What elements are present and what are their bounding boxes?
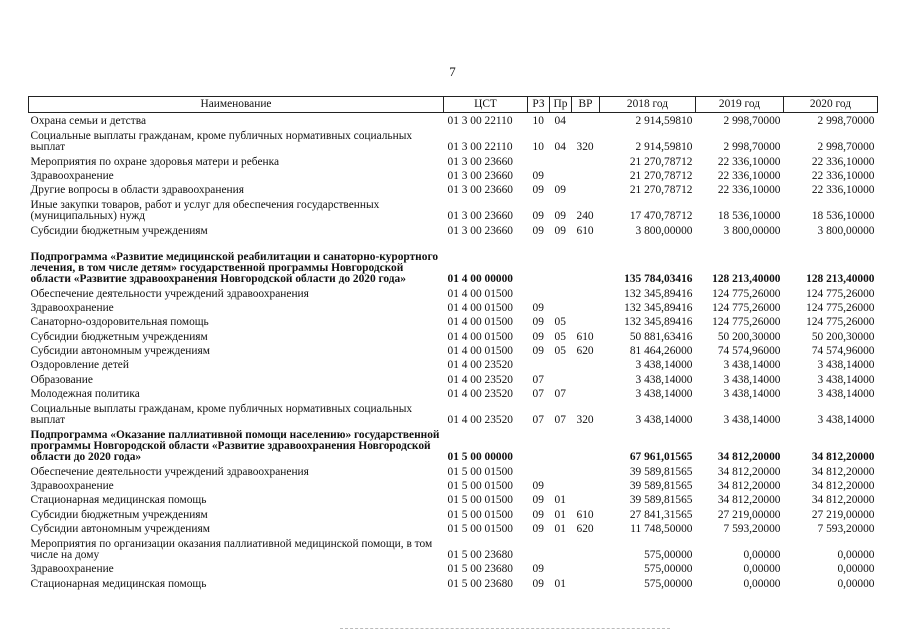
cell-cst: 01 5 00 01500 [447, 494, 513, 507]
cell-name: Другие вопросы в области здравоохранения [30, 184, 244, 197]
table-row [29, 426, 878, 463]
cell-vr [572, 314, 600, 328]
cell-y2019: 124 775,26000 [712, 316, 781, 329]
cell-rz: 10 [532, 115, 544, 128]
cell-y2018: 132 345,89416 [624, 301, 693, 314]
cell-vr: 610 [576, 508, 594, 521]
table-row [29, 113, 878, 128]
cell-vr: 320 [576, 141, 594, 154]
cell-cst: 01 3 00 22110 [447, 115, 513, 128]
cell-y2020: 27 219,00000 [811, 508, 875, 521]
cell-vr [572, 463, 600, 477]
cell-pr: 09 [554, 184, 566, 197]
table-row [29, 575, 878, 589]
cell-pr: 01 [554, 523, 566, 536]
cell-cst: 01 4 00 23520 [447, 359, 513, 372]
cell-cst: 01 5 00 01500 [447, 465, 513, 478]
cell-rz: 09 [532, 301, 544, 314]
cell-pr: 07 [554, 414, 566, 427]
table-row [29, 237, 878, 286]
cell-pr [550, 237, 572, 286]
cell-y2019: 34 812,20000 [717, 480, 781, 493]
table-body [29, 113, 878, 590]
cell-y2018: 21 270,78712 [629, 184, 693, 197]
cell-rz [528, 285, 550, 299]
header-rz: РЗ [528, 97, 550, 113]
cell-rz: 09 [532, 224, 544, 237]
cell-name: Социальные выплаты гражданам, кроме публичных нормативных социальных выплат [30, 130, 413, 154]
cell-cst: 01 3 00 23660 [447, 210, 513, 223]
cell-cst: 01 3 00 23660 [447, 155, 513, 168]
cell-name: Подпрограмма «Оказание паллиативной помощи населению» государственной программы Новгородской области «Развитие здравоохранения Новгородской области до 2020 года» [30, 429, 440, 464]
cell-rz [528, 426, 550, 463]
cell-name: Мероприятия по охране здоровья матери и ребенка [30, 155, 280, 168]
cell-name: Социальные выплаты гражданам, кроме публичных нормативных социальных выплат [30, 403, 413, 427]
cell-name: Образование [30, 373, 93, 386]
cell-vr: 610 [576, 330, 594, 343]
cell-y2018: 81 464,26000 [629, 345, 693, 358]
cell-cst: 01 4 00 00000 [447, 273, 513, 286]
cell-name: Обеспечение деятельности учреждений здравоохранения [30, 287, 309, 300]
cell-vr [572, 386, 600, 400]
table-row [29, 153, 878, 167]
cell-pr: 09 [554, 224, 566, 237]
cell-y2019: 3 438,14000 [723, 414, 781, 427]
cell-vr [572, 575, 600, 589]
cell-vr [572, 357, 600, 371]
cell-cst: 01 3 00 23660 [447, 184, 513, 197]
cell-y2019: 18 536,10000 [717, 210, 781, 223]
cell-y2018: 39 589,81565 [629, 465, 693, 478]
cell-rz: 09 [532, 494, 544, 507]
page-number: 7 [449, 64, 456, 79]
cell-y2019: 124 775,26000 [712, 287, 781, 300]
cell-rz [528, 153, 550, 167]
table-row [29, 127, 878, 153]
cell-y2018: 132 345,89416 [624, 316, 693, 329]
cell-name: Охрана семьи и детства [30, 115, 146, 128]
cell-rz: 09 [532, 508, 544, 521]
cell-rz [528, 535, 550, 561]
cell-pr [550, 300, 572, 314]
cell-y2020: 7 593,20000 [817, 523, 875, 536]
cell-y2020: 124 775,26000 [806, 301, 875, 314]
cell-pr: 09 [554, 210, 566, 223]
cell-vr: 320 [576, 414, 594, 427]
cell-rz: 09 [532, 563, 544, 576]
cell-rz: 07 [532, 388, 544, 401]
table-row [29, 222, 878, 236]
cell-y2018: 67 961,01565 [629, 451, 693, 464]
cell-cst: 01 5 00 23680 [447, 549, 513, 561]
cell-rz [528, 357, 550, 371]
table-row [29, 478, 878, 492]
cell-cst: 01 4 00 23520 [447, 414, 513, 427]
cell-y2018: 50 881,63416 [629, 330, 693, 343]
cell-name: Стационарная медицинская помощь [30, 494, 207, 507]
cell-y2020: 124 775,26000 [806, 287, 875, 300]
cell-y2020: 3 438,14000 [817, 414, 875, 427]
cell-rz: 09 [532, 169, 544, 182]
cell-name: Мероприятия по организации оказания паллиативной медицинской помощи, в том числе на дому [30, 538, 433, 561]
table-row [29, 371, 878, 385]
cell-y2018: 21 270,78712 [629, 169, 693, 182]
cell-y2020: 22 336,10000 [811, 184, 875, 197]
cell-cst: 01 4 00 23520 [447, 388, 513, 401]
cell-y2018: 575,00000 [644, 563, 693, 576]
table-row [29, 521, 878, 535]
cell-cst: 01 3 00 23660 [447, 224, 513, 237]
cell-y2020: 34 812,20000 [811, 494, 875, 507]
cell-vr [572, 371, 600, 385]
table-row [29, 168, 878, 182]
cell-y2019: 34 812,20000 [717, 465, 781, 478]
cell-vr [572, 153, 600, 167]
header-2019: 2019 год [696, 97, 784, 113]
cell-pr [550, 426, 572, 463]
cell-y2020: 74 574,96000 [811, 345, 875, 358]
cell-pr: 04 [554, 115, 566, 128]
cell-y2018: 21 270,78712 [629, 155, 693, 168]
cell-y2018: 3 438,14000 [635, 359, 693, 372]
cell-y2020: 0,00000 [837, 563, 875, 576]
cell-y2019: 50 200,30000 [717, 330, 781, 343]
cell-vr [572, 168, 600, 182]
cell-vr [572, 285, 600, 299]
cell-vr [572, 478, 600, 492]
cell-rz [528, 237, 550, 286]
cell-cst: 01 3 00 22110 [447, 141, 513, 154]
cell-pr: 05 [554, 330, 566, 343]
cell-name: Подпрограмма «Развитие медицинской реабилитации и санаторно-курортного лечения, в том числе детям» государственной программы Новгородской области «Развитие здравоохранения Новгородской области до 2020 года» [30, 251, 439, 286]
cell-y2019: 27 219,00000 [717, 508, 781, 521]
cell-y2018: 39 589,81565 [629, 494, 693, 507]
cell-pr [550, 478, 572, 492]
table-row [29, 400, 878, 426]
header-name: Наименование [29, 97, 444, 113]
cell-vr [572, 492, 600, 506]
cell-cst: 01 5 00 01500 [447, 508, 513, 521]
cell-name: Здравоохранение [30, 480, 114, 493]
cell-name: Здравоохранение [30, 169, 114, 182]
table-row [29, 506, 878, 520]
cell-y2020: 128 213,40000 [806, 273, 875, 286]
table-row [29, 300, 878, 314]
cell-pr [550, 561, 572, 575]
table-row [29, 561, 878, 575]
header-2018: 2018 год [600, 97, 696, 113]
cell-y2018: 2 914,59810 [635, 141, 693, 154]
cell-y2020: 22 336,10000 [811, 169, 875, 182]
cell-rz: 10 [532, 141, 544, 154]
cell-y2020: 3 438,14000 [817, 359, 875, 372]
cell-pr: 04 [554, 141, 566, 154]
cell-rz: 09 [532, 523, 544, 536]
cell-name: Субсидии бюджетным учреждениям [30, 330, 208, 343]
cell-rz: 09 [532, 577, 544, 590]
cell-y2020: 0,00000 [837, 577, 875, 590]
header-2020: 2020 год [784, 97, 878, 113]
cell-y2020: 0,00000 [837, 549, 875, 561]
cell-cst: 01 5 00 23680 [447, 563, 513, 576]
cell-pr [550, 463, 572, 477]
cell-y2019: 2 998,70000 [723, 141, 781, 154]
cell-y2020: 34 812,20000 [811, 465, 875, 478]
cell-pr: 01 [554, 577, 566, 590]
header-cst: ЦСТ [444, 97, 528, 113]
cell-cst: 01 5 00 01500 [447, 523, 513, 536]
cell-pr [550, 153, 572, 167]
cell-cst: 01 4 00 01500 [447, 330, 513, 343]
cell-pr: 07 [554, 388, 566, 401]
cell-name: Стационарная медицинская помощь [30, 577, 207, 590]
cell-vr [572, 237, 600, 286]
cell-cst: 01 3 00 23660 [447, 169, 513, 182]
table-header-row [29, 97, 878, 113]
cell-y2018: 17 470,78712 [629, 210, 693, 223]
cell-pr: 05 [554, 316, 566, 329]
cell-y2019: 34 812,20000 [717, 494, 781, 507]
cell-y2020: 50 200,30000 [811, 330, 875, 343]
cell-name: Молодежная политика [30, 388, 140, 401]
cell-vr [572, 561, 600, 575]
cell-y2019: 0,00000 [743, 577, 781, 590]
cell-rz: 07 [532, 414, 544, 427]
cell-vr [572, 300, 600, 314]
cell-name: Здравоохранение [30, 563, 114, 576]
cell-y2020: 124 775,26000 [806, 316, 875, 329]
cell-y2019: 3 438,14000 [723, 359, 781, 372]
cell-name: Субсидии автономным учреждениям [30, 523, 210, 536]
cell-name: Субсидии бюджетным учреждениям [30, 508, 208, 521]
cell-pr [550, 357, 572, 371]
cell-name: Санаторно-оздоровительная помощь [30, 316, 209, 329]
cell-pr [550, 535, 572, 561]
cell-pr [550, 285, 572, 299]
header-pr: Пр [550, 97, 572, 113]
cell-cst: 01 4 00 01500 [447, 287, 513, 300]
cell-rz: 09 [532, 330, 544, 343]
cell-rz: 09 [532, 345, 544, 358]
cell-y2020: 3 438,14000 [817, 388, 875, 401]
cell-y2018: 27 841,31565 [629, 508, 693, 521]
cell-cst: 01 5 00 23680 [447, 577, 513, 590]
cell-vr: 610 [576, 224, 594, 237]
table-row [29, 314, 878, 328]
cell-pr: 01 [554, 508, 566, 521]
cell-y2020: 18 536,10000 [811, 210, 875, 223]
cell-cst: 01 4 00 01500 [447, 301, 513, 314]
table-row [29, 463, 878, 477]
cell-y2018: 2 914,59810 [635, 115, 693, 128]
cell-vr: 240 [576, 210, 594, 223]
table-row [29, 196, 878, 222]
cell-y2018: 3 438,14000 [635, 414, 693, 427]
cell-cst: 01 4 00 01500 [447, 316, 513, 329]
cell-y2019: 22 336,10000 [717, 184, 781, 197]
cell-y2018: 11 748,50000 [630, 523, 693, 536]
cell-vr [572, 535, 600, 561]
cell-y2020: 2 998,70000 [817, 115, 875, 128]
scan-artifact-line [340, 628, 670, 630]
cell-y2019: 2 998,70000 [723, 115, 781, 128]
cell-y2020: 34 812,20000 [811, 480, 875, 493]
cell-y2019: 3 438,14000 [723, 373, 781, 386]
cell-vr: 620 [576, 345, 594, 358]
cell-y2019: 0,00000 [743, 549, 781, 561]
table-row [29, 328, 878, 342]
cell-y2020: 3 800,00000 [817, 224, 875, 237]
cell-name: Субсидии автономным учреждениям [30, 345, 210, 358]
cell-rz: 09 [532, 316, 544, 329]
table-row [29, 285, 878, 299]
cell-vr [572, 426, 600, 463]
cell-rz: 07 [532, 373, 544, 386]
cell-name: Здравоохранение [30, 301, 114, 314]
cell-y2019: 124 775,26000 [712, 301, 781, 314]
cell-pr: 01 [554, 494, 566, 507]
table-row [29, 357, 878, 371]
cell-vr [572, 113, 600, 128]
cell-vr [572, 182, 600, 196]
table-row [29, 182, 878, 196]
cell-rz: 09 [532, 210, 544, 223]
cell-y2018: 135 784,03416 [624, 273, 693, 286]
cell-y2020: 2 998,70000 [817, 141, 875, 154]
cell-y2018: 39 589,81565 [629, 480, 693, 493]
cell-y2019: 7 593,20000 [723, 523, 781, 536]
cell-y2019: 34 812,20000 [717, 451, 781, 464]
cell-y2018: 3 438,14000 [635, 388, 693, 401]
cell-y2019: 0,00000 [743, 563, 781, 576]
cell-rz [528, 463, 550, 477]
cell-cst: 01 5 00 01500 [447, 480, 513, 493]
cell-cst: 01 5 00 00000 [447, 451, 513, 464]
cell-pr: 05 [554, 345, 566, 358]
cell-y2019: 3 800,00000 [723, 224, 781, 237]
cell-cst: 01 4 00 23520 [447, 373, 513, 386]
cell-pr [550, 168, 572, 182]
table-row [29, 492, 878, 506]
cell-rz: 09 [532, 480, 544, 493]
cell-name: Субсидии бюджетным учреждениям [30, 224, 208, 237]
cell-name: Иные закупки товаров, работ и услуг для обеспечения государственных (муниципальных) нужд [30, 199, 380, 223]
cell-y2018: 3 800,00000 [635, 224, 693, 237]
header-vr: ВР [572, 97, 600, 113]
cell-name: Оздоровление детей [30, 359, 129, 372]
cell-rz: 09 [532, 184, 544, 197]
cell-vr: 620 [576, 523, 594, 536]
cell-cst: 01 4 00 01500 [447, 345, 513, 358]
cell-y2020: 3 438,14000 [817, 373, 875, 386]
cell-y2019: 128 213,40000 [712, 273, 781, 286]
cell-y2018: 575,00000 [644, 577, 693, 590]
cell-y2019: 74 574,96000 [717, 345, 781, 358]
budget-table [28, 96, 878, 590]
cell-y2019: 22 336,10000 [717, 169, 781, 182]
cell-y2020: 34 812,20000 [811, 451, 875, 464]
cell-y2018: 132 345,89416 [624, 287, 693, 300]
table-row [29, 386, 878, 400]
cell-y2019: 22 336,10000 [717, 155, 781, 168]
table-row [29, 535, 878, 561]
cell-y2019: 3 438,14000 [723, 388, 781, 401]
cell-y2018: 575,00000 [644, 549, 693, 561]
cell-y2018: 3 438,14000 [635, 373, 693, 386]
cell-pr [550, 371, 572, 385]
cell-y2020: 22 336,10000 [811, 155, 875, 168]
table-row [29, 343, 878, 357]
cell-name: Обеспечение деятельности учреждений здравоохранения [30, 465, 309, 478]
